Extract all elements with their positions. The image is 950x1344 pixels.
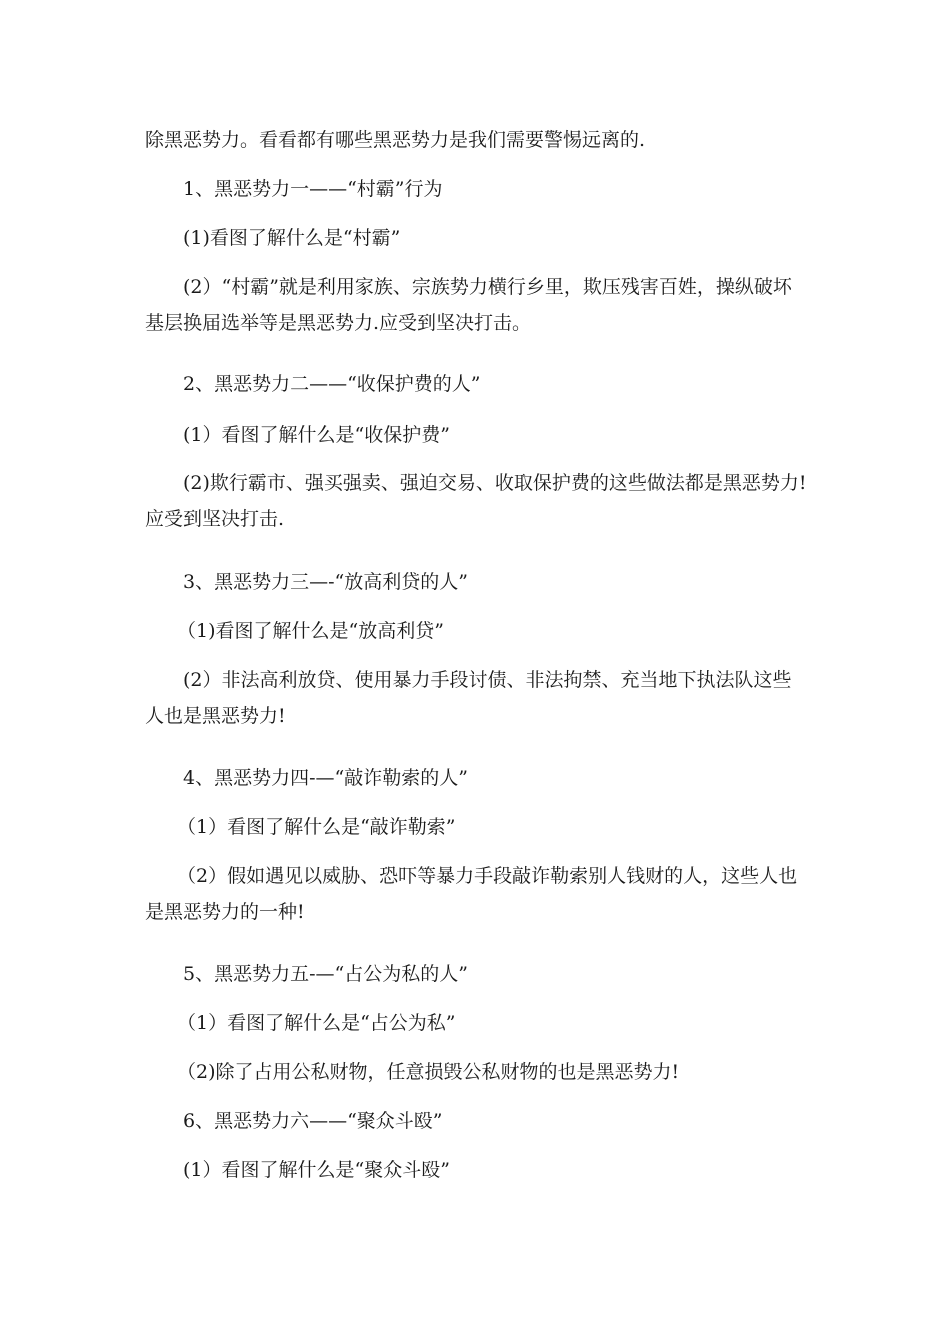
paragraph-4-1: （1）看图了解什么是“敲诈勒索”	[177, 816, 456, 838]
paragraph-2-2: (2)欺行霸市、强买强卖、强迫交易、收取保护费的这些做法都是黑恶势力!应受到坚决打击.	[145, 472, 807, 530]
heading-item-4: 4、黑恶势力四-—“敲诈勒索的人”	[183, 767, 468, 789]
paragraph-1-1: (1)看图了解什么是“村霸”	[183, 227, 401, 249]
heading-item-3: 3、黑恶势力三—-“放高利贷的人”	[183, 571, 468, 593]
heading-item-1: 1、黑恶势力一——“村霸”行为	[183, 178, 443, 200]
paragraph-intro: 除黑恶势力。看看都有哪些黑恶势力是我们需要警惕远离的.	[145, 129, 646, 151]
paragraph-1-2: (2）“村霸”就是利用家族、宗族势力横行乡里，欺压残害百姓，操纵破坏基层换届选举等是黑恶势力.应受到坚决打击。	[145, 276, 792, 334]
heading-item-5: 5、黑恶势力五-—“占公为私的人”	[183, 963, 468, 985]
paragraph-3-1: （1)看图了解什么是“放高利贷”	[177, 620, 444, 642]
paragraph-4-2: （2）假如遇见以威胁、恐吓等暴力手段敲诈勒索别人钱财的人，这些人也是黑恶势力的一种!	[145, 865, 798, 923]
paragraph-5-1: （1）看图了解什么是“占公为私”	[177, 1012, 456, 1034]
heading-item-2: 2、黑恶势力二——“收保护费的人”	[183, 373, 481, 395]
heading-item-6: 6、黑恶势力六——“聚众斗殴”	[183, 1110, 443, 1132]
paragraph-2-1: (1）看图了解什么是“收保护费”	[183, 424, 450, 446]
paragraph-6-1: (1）看图了解什么是“聚众斗殴”	[183, 1159, 450, 1181]
paragraph-3-2: (2）非法高利放贷、使用暴力手段讨债、非法拘禁、充当地下执法队这些人也是黑恶势力!	[145, 669, 792, 727]
paragraph-5-2: （2)除了占用公私财物，任意损毁公私财物的也是黑恶势力!	[177, 1061, 680, 1083]
